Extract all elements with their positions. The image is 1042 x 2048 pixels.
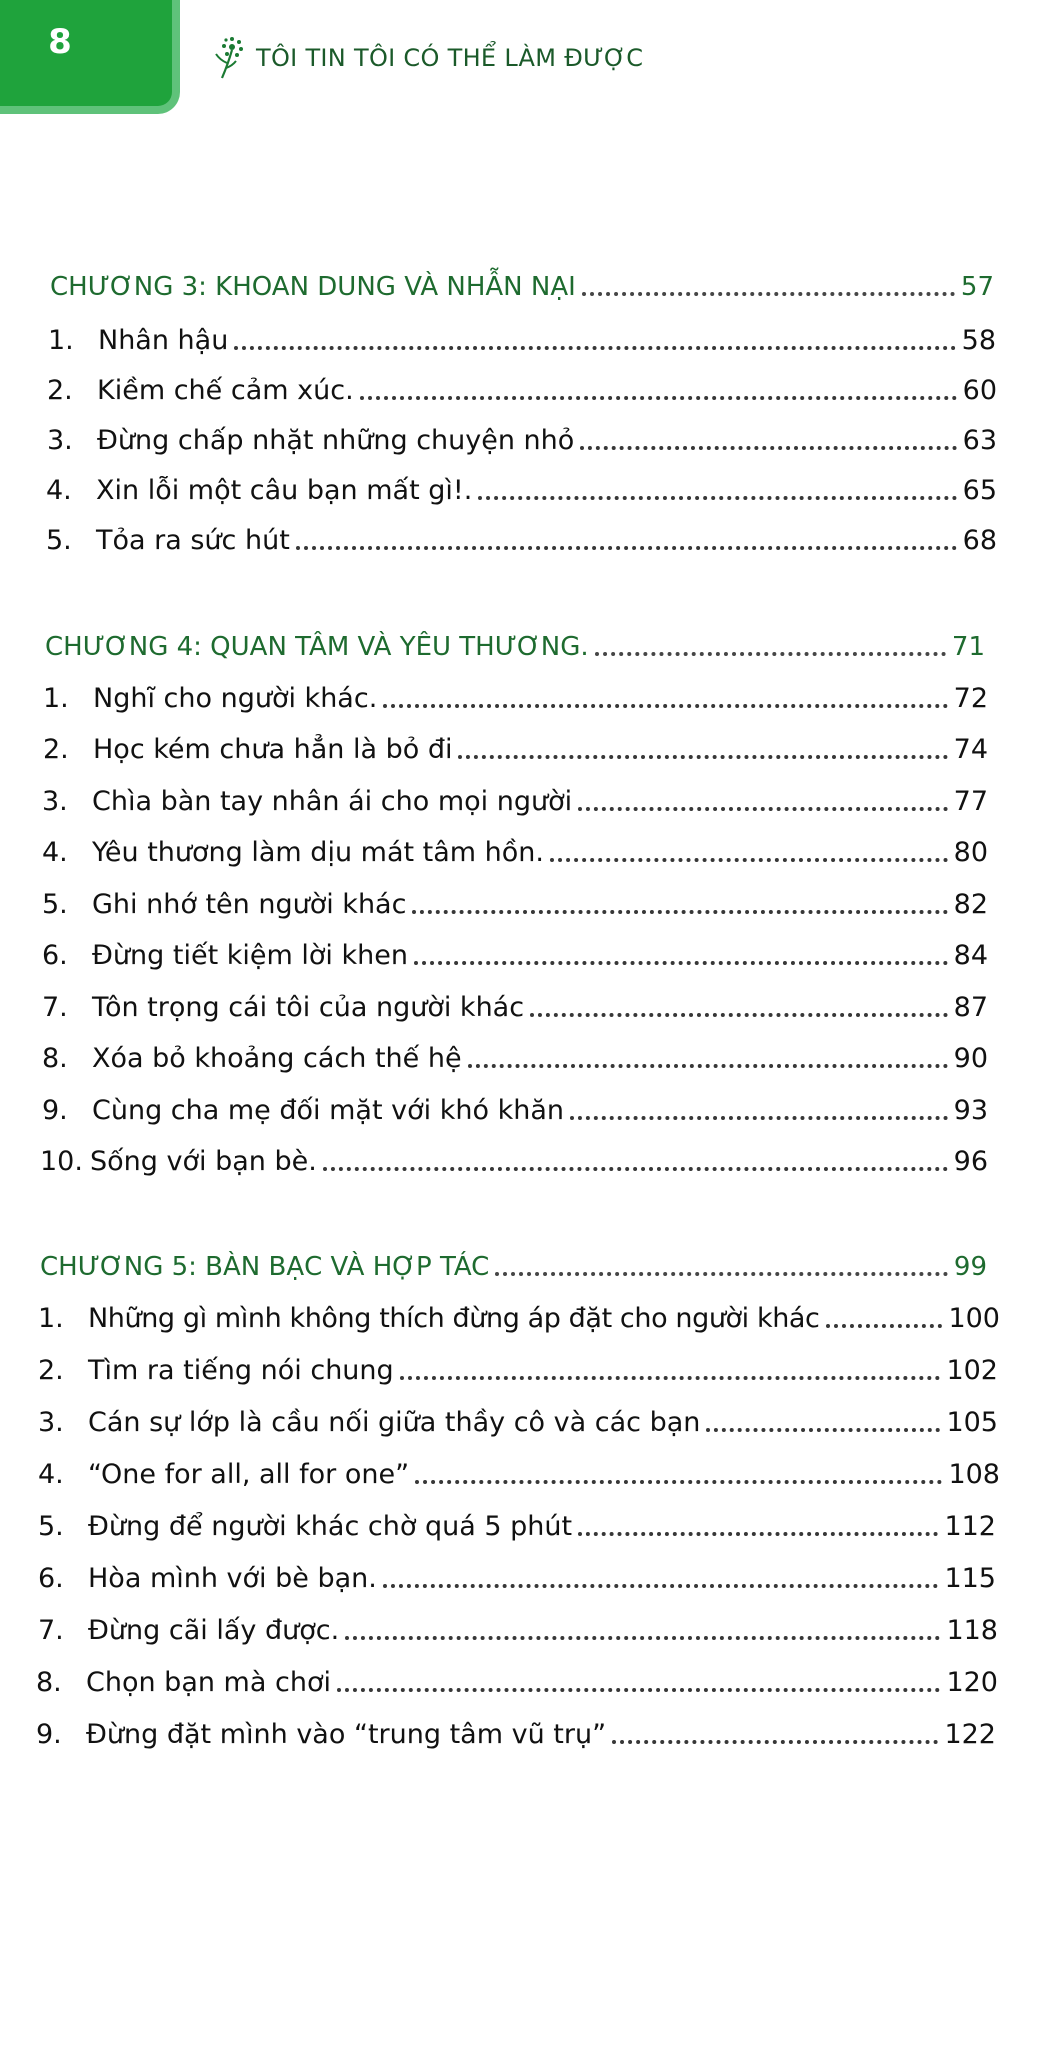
dot-leader xyxy=(578,1524,938,1536)
item-title: Đừng để người khác chờ quá 5 phút xyxy=(88,1511,573,1542)
item-title: Hòa mình với bè bạn. xyxy=(88,1563,377,1594)
toc-item[interactable] xyxy=(0,1658,998,1698)
item-page: 118 xyxy=(946,1615,998,1646)
dot-leader xyxy=(495,1264,948,1276)
toc-item[interactable] xyxy=(0,466,997,506)
item-page: 65 xyxy=(962,475,997,506)
item-number: 4. xyxy=(38,1459,64,1490)
item-number: 2. xyxy=(38,1355,64,1386)
toc-chapter-heading[interactable] xyxy=(0,622,985,662)
dot-leader xyxy=(826,1316,943,1328)
toc-item[interactable] xyxy=(0,828,988,868)
item-title: Xin lỗi một câu bạn mất gì!. xyxy=(96,475,473,506)
item-title: Cùng cha mẹ đối mặt với khó khăn xyxy=(92,1095,564,1126)
toc-item[interactable] xyxy=(0,983,988,1023)
item-page: 74 xyxy=(953,734,988,765)
item-number: 2. xyxy=(43,734,69,765)
dot-leader xyxy=(400,1368,941,1380)
item-title: Tôn trọng cái tôi của người khác xyxy=(92,992,525,1023)
item-title: Kiềm chế cảm xúc. xyxy=(97,375,354,406)
item-title: Đừng đặt mình vào “trung tâm vũ trụ” xyxy=(86,1719,607,1750)
toc-item[interactable] xyxy=(0,1502,996,1542)
toc-item[interactable] xyxy=(0,1398,998,1438)
dot-leader xyxy=(412,902,947,914)
chapter-title: CHƯƠNG 5: BÀN BẠC VÀ HỢP TÁC xyxy=(40,1252,490,1282)
toc-item[interactable] xyxy=(0,1034,988,1074)
toc-chapter-heading[interactable] xyxy=(0,1242,987,1282)
dot-leader xyxy=(595,644,946,656)
item-page: 122 xyxy=(944,1719,996,1750)
item-title: Đừng chấp nhặt những chuyện nhỏ xyxy=(97,425,575,456)
item-title: Tỏa ra sức hút xyxy=(96,525,290,556)
toc-item[interactable] xyxy=(0,880,988,920)
dot-leader xyxy=(415,1472,942,1484)
toc-item[interactable] xyxy=(0,1710,996,1750)
item-title: Cán sự lớp là cầu nối giữa thầy cô và các bạn xyxy=(88,1407,701,1438)
item-title: Tìm ra tiếng nói chung xyxy=(88,1355,394,1386)
item-page: 72 xyxy=(953,683,988,714)
item-page: 120 xyxy=(946,1667,998,1698)
item-number: 5. xyxy=(38,1511,64,1542)
dot-leader xyxy=(706,1420,940,1432)
item-number: 2. xyxy=(47,375,73,406)
dot-leader xyxy=(414,953,948,965)
item-number: 4. xyxy=(42,837,68,868)
item-title: Yêu thương làm dịu mát tâm hồn. xyxy=(92,837,544,868)
dot-leader xyxy=(550,850,948,862)
dot-leader xyxy=(530,1005,948,1017)
dot-leader xyxy=(478,488,956,500)
toc-item[interactable] xyxy=(0,316,996,356)
item-number: 7. xyxy=(42,992,68,1023)
item-title: Học kém chưa hẳn là bỏ đi xyxy=(93,734,453,765)
item-number: 9. xyxy=(42,1095,68,1126)
dot-leader xyxy=(578,799,948,811)
item-number: 3. xyxy=(47,425,73,456)
page-number-tab xyxy=(0,0,180,114)
item-page: 105 xyxy=(946,1407,998,1438)
dot-leader xyxy=(580,438,956,450)
toc-item[interactable] xyxy=(0,725,988,765)
item-title: Đừng cãi lấy được. xyxy=(88,1615,340,1646)
item-page: 115 xyxy=(944,1563,996,1594)
item-number: 6. xyxy=(38,1563,64,1594)
item-page: 68 xyxy=(962,525,997,556)
chapter-page: 99 xyxy=(953,1252,987,1282)
item-number: 1. xyxy=(48,325,74,356)
flower-icon xyxy=(212,36,246,80)
item-page: 93 xyxy=(953,1095,988,1126)
item-number: 7. xyxy=(38,1615,64,1646)
item-title: Những gì mình không thích đừng áp đặt cho người khác xyxy=(88,1303,820,1334)
toc-item[interactable] xyxy=(0,931,988,971)
item-number: 6. xyxy=(42,940,68,971)
dot-leader xyxy=(612,1732,938,1744)
toc-item[interactable] xyxy=(0,777,988,817)
chapter-title: CHƯƠNG 3: KHOAN DUNG VÀ NHẪN NẠI xyxy=(50,272,576,302)
item-number: 8. xyxy=(36,1667,62,1698)
item-page: 90 xyxy=(953,1043,988,1074)
item-number: 5. xyxy=(46,525,72,556)
toc-item[interactable] xyxy=(0,1294,1000,1334)
item-title: Nhân hậu xyxy=(98,325,229,356)
running-title: TÔI TIN TÔI CÓ THỂ LÀM ĐƯỢC xyxy=(256,44,644,72)
item-number: 10. xyxy=(40,1146,83,1177)
item-page: 60 xyxy=(962,375,997,406)
dot-leader xyxy=(468,1056,948,1068)
item-number: 9. xyxy=(36,1719,62,1750)
dot-leader xyxy=(323,1159,948,1171)
toc-item[interactable] xyxy=(0,674,988,714)
dot-leader xyxy=(360,388,957,400)
running-header xyxy=(212,36,643,80)
item-title: Nghĩ cho người khác. xyxy=(93,683,378,714)
dot-leader xyxy=(234,338,955,350)
chapter-page: 57 xyxy=(960,272,994,302)
dot-leader xyxy=(383,696,947,708)
toc-item[interactable] xyxy=(0,1137,988,1177)
item-number: 3. xyxy=(38,1407,64,1438)
item-title: “One for all, all for one” xyxy=(88,1459,410,1490)
toc-item[interactable] xyxy=(0,1554,996,1594)
item-page: 102 xyxy=(946,1355,998,1386)
item-page: 82 xyxy=(953,889,988,920)
item-page: 96 xyxy=(953,1146,988,1177)
dot-leader xyxy=(582,284,955,296)
toc-item[interactable] xyxy=(0,516,997,556)
item-title: Sống với bạn bè. xyxy=(90,1146,317,1177)
item-page: 112 xyxy=(944,1511,996,1542)
dot-leader xyxy=(296,538,957,550)
dot-leader xyxy=(337,1680,940,1692)
item-page: 100 xyxy=(948,1303,1000,1334)
item-number: 3. xyxy=(42,786,68,817)
page-number: 8 xyxy=(48,22,72,62)
toc-item[interactable] xyxy=(0,416,997,456)
dot-leader xyxy=(345,1628,940,1640)
item-page: 84 xyxy=(953,940,988,971)
item-number: 8. xyxy=(42,1043,68,1074)
item-page: 63 xyxy=(962,425,997,456)
dot-leader xyxy=(458,747,947,759)
item-number: 1. xyxy=(43,683,69,714)
item-title: Xóa bỏ khoảng cách thế hệ xyxy=(92,1043,462,1074)
toc-item[interactable] xyxy=(0,1346,998,1386)
item-page: 87 xyxy=(953,992,988,1023)
item-title: Đừng tiết kiệm lời khen xyxy=(92,940,408,971)
toc-item[interactable] xyxy=(0,1086,988,1126)
toc-item[interactable] xyxy=(0,366,997,406)
item-page: 108 xyxy=(948,1459,1000,1490)
item-number: 4. xyxy=(46,475,72,506)
chapter-title: CHƯƠNG 4: QUAN TÂM VÀ YÊU THƯƠNG. xyxy=(45,632,589,662)
item-title: Ghi nhớ tên người khác xyxy=(92,889,407,920)
item-number: 5. xyxy=(42,889,68,920)
toc-item[interactable] xyxy=(0,1606,998,1646)
item-title: Chìa bàn tay nhân ái cho mọi người xyxy=(92,786,573,817)
item-page: 77 xyxy=(953,786,988,817)
item-number: 1. xyxy=(38,1303,64,1334)
item-page: 58 xyxy=(961,325,996,356)
dot-leader xyxy=(570,1108,948,1120)
item-page: 80 xyxy=(953,837,988,868)
item-title: Chọn bạn mà chơi xyxy=(86,1667,331,1698)
chapter-page: 71 xyxy=(951,632,985,662)
toc-item[interactable] xyxy=(0,1450,1000,1490)
toc-chapter-heading[interactable] xyxy=(0,262,994,302)
dot-leader xyxy=(383,1576,939,1588)
